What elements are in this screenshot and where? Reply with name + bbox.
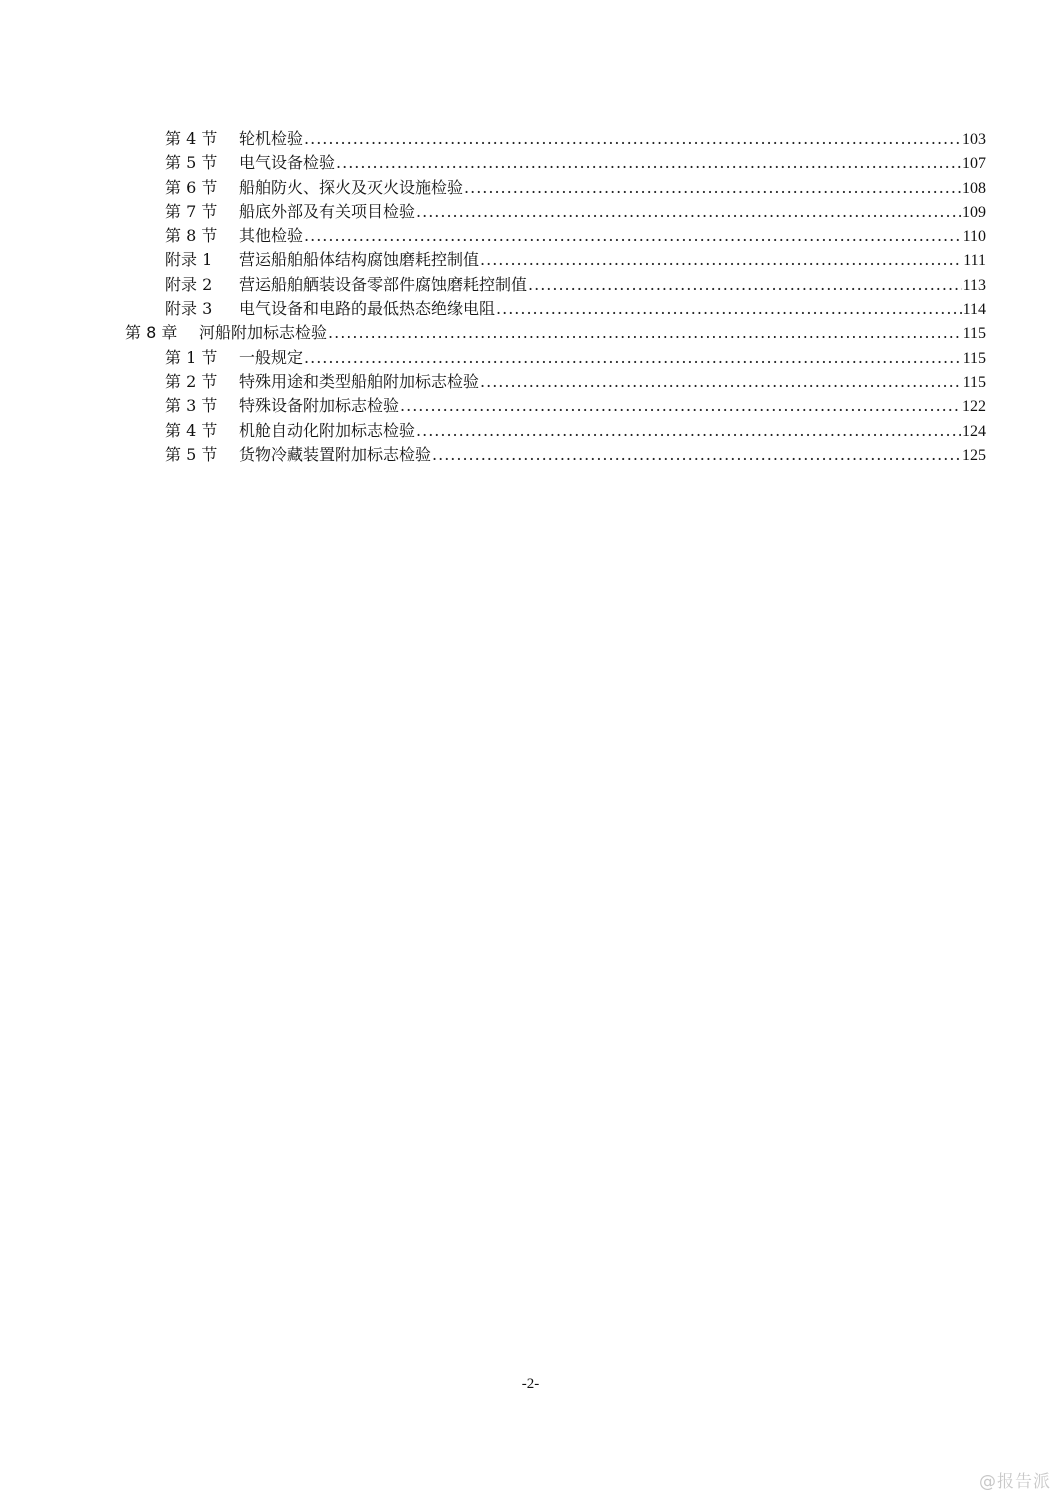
toc-dot-leader <box>328 321 962 345</box>
toc-dot-leader <box>400 394 961 418</box>
toc-entry-page: 115 <box>962 349 986 367</box>
toc-entry-number: 第 5 节 <box>165 444 218 464</box>
toc-entry-page: 115 <box>962 325 986 343</box>
toc-dot-leader <box>464 176 961 200</box>
toc-dot-leader <box>304 346 962 370</box>
toc-entry-title: 货物冷藏装置附加标志检验 <box>239 444 432 464</box>
toc-chapter-entry[interactable] <box>125 321 986 345</box>
toc-entry[interactable] <box>125 394 986 418</box>
toc-dot-leader <box>480 370 962 394</box>
toc-entry[interactable] <box>125 151 986 175</box>
toc-entry-page: 124 <box>962 422 986 440</box>
toc-entry-number: 第 7 节 <box>165 201 218 221</box>
toc-entry-title: 河船附加标志检验 <box>199 323 328 343</box>
toc-entry-page: 103 <box>962 131 986 148</box>
toc-entry-title: 一般规定 <box>239 347 304 367</box>
toc-dot-leader <box>416 200 961 224</box>
toc-entry-title: 特殊用途和类型船舶附加标志检验 <box>239 371 480 391</box>
toc-entry-number: 第 8 节 <box>165 226 218 246</box>
toc-entry[interactable] <box>125 248 986 272</box>
toc-entry[interactable] <box>125 370 986 394</box>
toc-dot-leader <box>496 297 962 321</box>
toc-entry[interactable] <box>125 224 986 248</box>
toc-dot-leader <box>480 248 962 272</box>
toc-entry-title: 特殊设备附加标志检验 <box>239 396 400 416</box>
toc-entry-title: 电气设备和电路的最低热态绝缘电阻 <box>239 299 496 319</box>
page-number: -2- <box>521 1376 540 1392</box>
toc-entry-page: 107 <box>962 155 986 173</box>
toc-entry[interactable] <box>125 176 986 200</box>
toc-entry-number: 第 6 节 <box>165 177 218 197</box>
toc-entry-page: 111 <box>963 252 986 270</box>
toc-entry-title: 营运船舶船体结构腐蚀磨耗控制值 <box>239 250 480 270</box>
toc-entry[interactable] <box>125 297 986 321</box>
toc-entry-page: 114 <box>962 301 986 319</box>
toc-entry-page: 110 <box>962 228 986 246</box>
toc-dot-leader <box>432 443 961 467</box>
toc-entry[interactable] <box>125 200 986 224</box>
toc-entry-title: 轮机检验 <box>239 129 304 148</box>
toc-entry-number: 附录 2 <box>165 274 213 294</box>
watermark: @报告派 <box>979 1472 1051 1492</box>
toc-entry-number: 第 5 节 <box>165 153 218 173</box>
toc-dot-leader <box>304 127 961 151</box>
toc-entry-number: 第 4 节 <box>165 129 218 148</box>
toc-entry-title: 营运船舶舾装设备零部件腐蚀磨耗控制值 <box>239 274 528 294</box>
toc-entry[interactable] <box>125 127 986 151</box>
toc-entry-page: 115 <box>962 373 986 391</box>
toc-entry-number: 第 8 章 <box>125 323 178 343</box>
toc-entry-page: 125 <box>962 446 986 464</box>
toc-entry-title: 船底外部及有关项目检验 <box>239 201 416 221</box>
toc-entry[interactable] <box>125 419 986 443</box>
toc-entry-page: 108 <box>962 179 986 197</box>
toc-entry-number: 附录 1 <box>165 250 213 270</box>
table-of-contents <box>125 127 986 467</box>
toc-entry-title: 电气设备检验 <box>239 153 336 173</box>
toc-entry-number: 第 1 节 <box>165 347 218 367</box>
toc-entry-number: 第 2 节 <box>165 371 218 391</box>
toc-entry-title: 机舱自动化附加标志检验 <box>239 420 416 440</box>
toc-dot-leader <box>304 224 962 248</box>
toc-dot-leader <box>416 419 961 443</box>
toc-entry-title: 其他检验 <box>239 226 304 246</box>
toc-entry-page: 122 <box>962 398 986 416</box>
toc-entry-number: 第 3 节 <box>165 396 218 416</box>
toc-entry[interactable] <box>125 346 986 370</box>
toc-entry[interactable] <box>125 443 986 467</box>
toc-dot-leader <box>528 273 962 297</box>
toc-entry-page: 109 <box>962 203 986 221</box>
toc-entry-page: 113 <box>962 276 986 294</box>
toc-entry-title: 船舶防火、探火及灭火设施检验 <box>239 177 464 197</box>
toc-entry-number: 第 4 节 <box>165 420 218 440</box>
toc-dot-leader <box>336 151 961 175</box>
toc-entry-number: 附录 3 <box>165 299 213 319</box>
toc-entry[interactable] <box>125 273 986 297</box>
